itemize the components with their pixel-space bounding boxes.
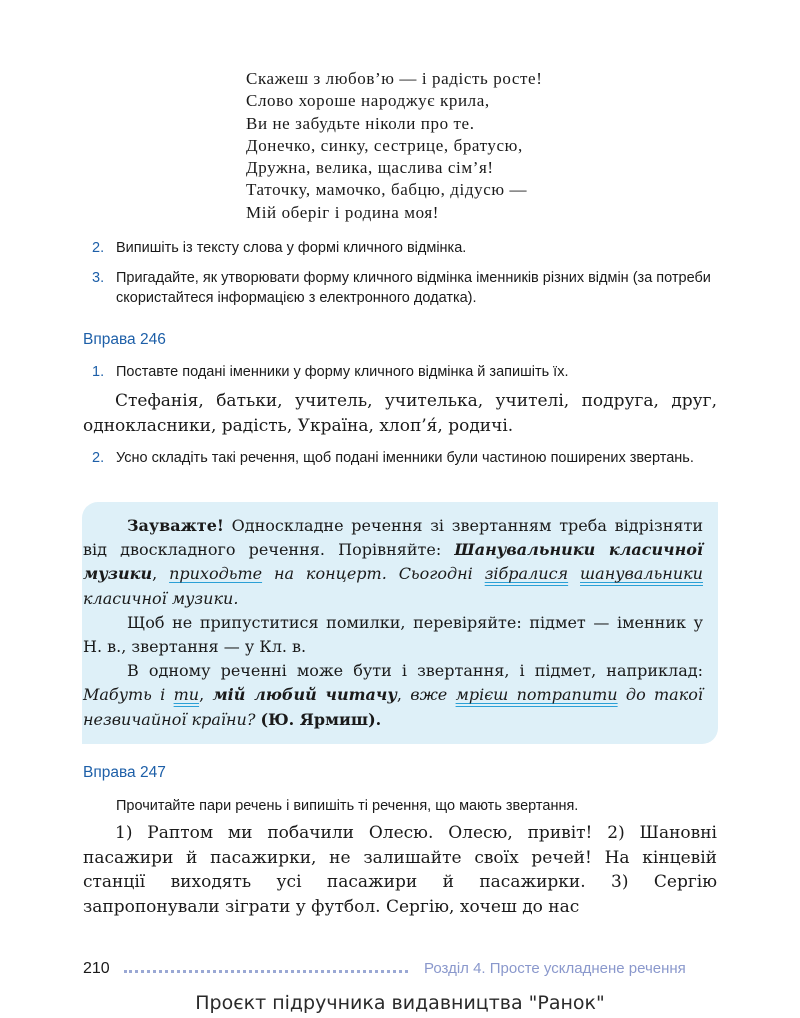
task-number: 3. — [92, 270, 105, 286]
example-address: Шанувальники класичної музики — [83, 540, 703, 584]
poem-line: Дружна, велика, щаслива сім’я! — [246, 158, 494, 178]
example-subject: ти — [173, 685, 200, 705]
watermark: Проєкт підручника видавництва "Ранок" — [195, 992, 605, 1014]
example-text: Мабуть і — [83, 685, 166, 705]
poem-line: Скажеш з любов’ю — і радість росте! — [246, 69, 543, 88]
task-text: Пригадайте, як утворювати форму кличного відмінка іменників різних відмін (за потреби скористайтеся інформацією з електронного додатка). — [116, 270, 711, 306]
exercise-247-title: Вправа 247 — [83, 764, 166, 781]
exercise-247-text: 1) Раптом ми побачили Олесю. Олесю, привіт! 2) Шановні пасажири й пасажирки, не залишайте своїх речей! На кінцевій станції виходять усі пасажири й пасажирки. 3) Сергію запропонували зіграти у футбол. Сергію, хочеш до нас — [83, 823, 717, 917]
exercise-246-words: Стефанія, батьки, учитель, учителька, учителі, подруга, друг, однокласники, радість, Україна, хлоп’я́, родичі. — [83, 391, 717, 436]
example-predicate: мрієш потрапити — [455, 685, 618, 705]
task-item — [92, 268, 722, 308]
poem-line: Донечко, синку, сестрице, братусю, — [246, 135, 523, 155]
note-text: Односкладне речення зі звертанням треба відрізняти від двоскладного речення. Порівняйте: — [83, 516, 703, 560]
task-text: Усно складіть такі речення, щоб подані іменники були частиною поширених звертань. — [116, 450, 694, 466]
example-author: (Ю. Ярмиш). — [260, 709, 382, 729]
note-text: В одному реченні може бути і звертання, і підмет, наприклад: — [127, 661, 703, 681]
poem-line: Таточку, мамочко, бабцю, дідусю — — [246, 180, 528, 200]
example-text: на концерт. — [273, 564, 387, 584]
example-address: мій любий читачу — [212, 685, 397, 705]
task-item — [92, 238, 722, 258]
example-text: Сьогодні — [398, 564, 473, 584]
poem-line: Слово хороше народжує крила, — [246, 91, 490, 111]
note-paragraph: В одному реченні може бути і звертання, і підмет, наприклад: Мабуть і ти, мій любий читачу, вже мрієш потрапити до такої незвичайної країни? (Ю. Ярмиш). — [83, 661, 704, 729]
note-paragraph: Щоб не припуститися помилки, перевіряйте: підмет — іменник у Н. в., звертання — у Кл. в. — [83, 612, 703, 657]
page-number: 210 — [83, 960, 110, 977]
exercise-247-task: Прочитайте пари речень і випишіть ті речення, що мають звертання. — [116, 798, 579, 814]
task-item — [92, 362, 722, 382]
task-text: Поставте подані іменники у форму кличного відмінка й запишіть їх. — [116, 364, 569, 380]
poem — [246, 68, 542, 224]
note-paragraph: Зауважте! Односкладне речення зі звертанням треба відрізняти від двоскладного речення. Порівняйте: Шанувальники класичної музики, приходьте на концерт. Сьогодні зібралися шанувальники класичної музики. — [83, 516, 703, 608]
note-content — [83, 514, 703, 732]
example-text: класичної музики. — [83, 588, 239, 608]
example-text: до такої незвичайної країни? — [83, 685, 704, 729]
example-text: вже — [410, 685, 448, 705]
example-predicate: приходьте — [169, 564, 263, 584]
task-number: 2. — [92, 240, 105, 256]
task-item — [92, 448, 722, 468]
exercise-246-title: Вправа 246 — [83, 331, 166, 348]
task-number: 2. — [92, 450, 105, 466]
task-number: 1. — [92, 364, 105, 380]
note-label: Зауважте! — [127, 516, 224, 535]
example-predicate: зібралися — [484, 564, 569, 584]
task-text: Випишіть із тексту слова у формі кличного відмінка. — [116, 240, 467, 256]
example-subject: шанувальники — [580, 564, 703, 584]
footer-dots — [124, 970, 408, 973]
poem-line: Мій оберіг і родина моя! — [246, 202, 440, 222]
poem-line: Ви не забудьте ніколи про те. — [246, 113, 475, 133]
section-title: Розділ 4. Просте ускладнене речення — [424, 960, 686, 977]
